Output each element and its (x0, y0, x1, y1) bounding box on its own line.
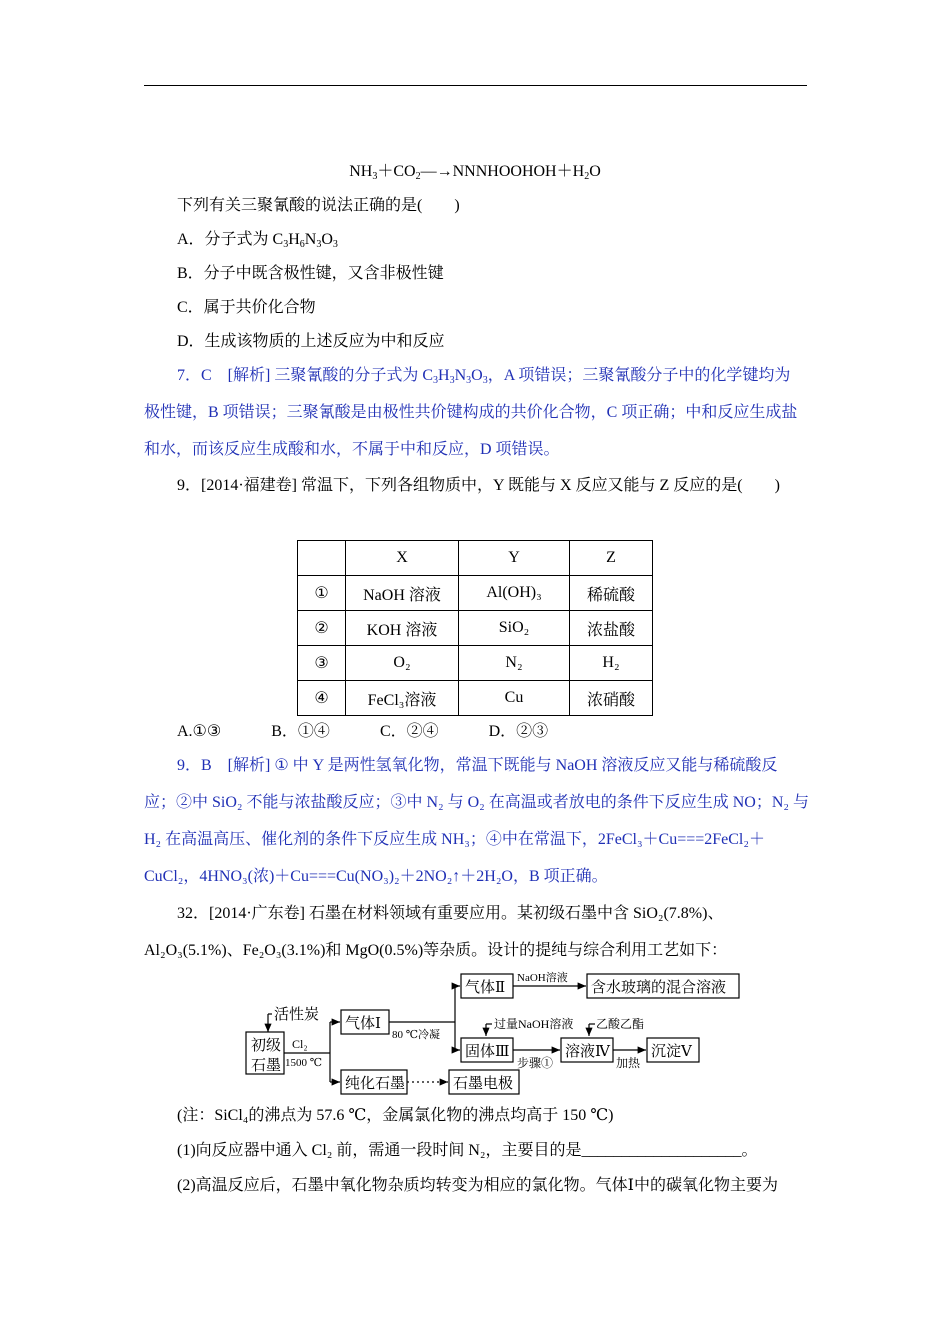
table-cell: 浓硝酸 (570, 681, 653, 716)
table-cell: Al(OH)₃ (459, 576, 570, 611)
solid-3-label: 固体Ⅲ (465, 1044, 510, 1060)
naoh-label: NaOH溶液 (517, 972, 568, 984)
table-row (298, 646, 653, 681)
q8-stem: 下列有关三聚氰酸的说法正确的是( ) (177, 197, 460, 214)
table-cell: ② (298, 611, 346, 646)
ethyl-acetate-label: 乙酸乙酯 (596, 1017, 645, 1031)
table-header-cell: Z (570, 541, 653, 576)
table-cell: ③ (298, 646, 346, 681)
table-cell: 浓盐酸 (570, 611, 653, 646)
q32-line1: 32．[2014·广东卷] 石墨在材料领域有重要应用。某初级石墨中含 SiO₂(7.8%)、 (177, 905, 724, 922)
header-rule (144, 85, 807, 86)
table-row (298, 681, 653, 716)
q8-option-d: D．生成该物质的上述反应为中和反应 (177, 333, 445, 350)
raw-graphite-label-2: 石墨 (251, 1058, 282, 1074)
q9-option: B．①④ (271, 723, 330, 740)
condense-label: 80 ℃冷凝 (392, 1029, 441, 1041)
chlorine-label: Cl₂ (292, 1037, 308, 1051)
pure-graphite-label: 纯化石墨 (345, 1076, 406, 1092)
precipitate-5-label: 沉淀Ⅴ (651, 1044, 692, 1060)
table-row (298, 611, 653, 646)
table-cell: SiO₂ (459, 611, 570, 646)
reaction-equation: $NH_3+CO_2—\to NNNHOOHOH+H_2O$ (349, 163, 601, 182)
q9-options (177, 722, 548, 742)
answer9-line2: 应；②中 SiO₂ 不能与浓盐酸反应；③中 N₂ 与 O₂ 在高温或者放电的条件下反应生成 NO；N₂ 与 (144, 794, 809, 811)
table-cell: 稀硫酸 (570, 576, 653, 611)
table-cell: H₂ (570, 646, 653, 681)
graphite-electrode-label: 石墨电极 (453, 1076, 514, 1092)
table-cell: ④ (298, 681, 346, 716)
q32-part2: (2)高温反应后，石墨中氧化物杂质均转变为相应的氯化物。气体Ⅰ中的碳氧化物主要为 (177, 1177, 778, 1194)
table-cell: O₂ (346, 646, 459, 681)
answer7-line3: 和水，而该反应生成酸和水，不属于中和反应，D 项错误。 (144, 441, 560, 458)
q9-option: D．②③ (488, 723, 549, 740)
q32-part1: (1)向反应器中通入 Cl₂ 前，需通一段时间 N₂，主要目的是____________________。 (177, 1142, 758, 1159)
solution-4-label: 溶液Ⅳ (565, 1044, 610, 1060)
table-cell: ① (298, 576, 346, 611)
q8-option-b: B．分子中既含极性键，又含非极性键 (177, 265, 444, 282)
answer9-line3: H₂ 在高温高压、催化剂的条件下反应生成 NH₃；④中在常温下，2FeCl₃＋Cu===2FeCl₂＋ (144, 831, 765, 848)
q8-option-c: C．属于共价化合物 (177, 299, 316, 316)
active-carbon-label: 活性炭 (274, 1007, 320, 1023)
q9-option: A.①③ (177, 723, 222, 740)
table-cell: KOH 溶液 (346, 611, 459, 646)
answer7-line1: 7．C [解析] 三聚氰酸的分子式为 $C_3H_3N_3O_3$，A 项错误；三聚氰酸分子中的化学键均为 (177, 367, 791, 386)
q32-note: (注：SiCl₄的沸点为 57.6 ℃，金属氯化物的沸点均高于 150 ℃) (177, 1107, 614, 1124)
q9-option: C．②④ (379, 723, 439, 740)
answer9-line4: CuCl₂，4HNO₃(浓)＋Cu===Cu(NO₃)₂＋2NO₂↑＋2H₂O，B 项正确。 (144, 868, 608, 885)
q8-option-a: A．分子式为 $C_3H_6N_3O_3$ (177, 231, 338, 250)
answer9-line1: 9．B [解析] ① 中 Y 是两性氢氧化物，常温下既能与 NaOH 溶液反应又能与稀硫酸反 (177, 757, 778, 774)
table-cell: FeCl₃溶液 (346, 681, 459, 716)
excess-naoh-label: 过量NaOH溶液 (494, 1017, 574, 1031)
table-header-row (298, 541, 653, 576)
q9-stem: 9．[2014·福建卷] 常温下，下列各组物质中，Y 既能与 X 反应又能与 Z 反应的是( ) (177, 477, 780, 494)
gas-1-label: 气体Ⅰ (345, 1016, 381, 1032)
table-cell: Cu (459, 681, 570, 716)
q32-line2: Al₂O₃(5.1%)、Fe₂O₃(3.1%)和 MgO(0.5%)等杂质。设计的提纯与综合利用工艺如下： (144, 942, 728, 959)
table-cell: N₂ (459, 646, 570, 681)
table-header-cell: Y (459, 541, 570, 576)
table-header-cell (298, 541, 346, 576)
step-1-label: 步骤① (517, 1056, 554, 1070)
temperature-label: 1500 ℃ (285, 1057, 323, 1069)
table-cell: NaOH 溶液 (346, 576, 459, 611)
answer7-line2: 极性键，B 项错误；三聚氰酸是由极性共价键构成的共价化合物，C 项正确；中和反应生成盐 (144, 404, 798, 421)
table-header-cell: X (346, 541, 459, 576)
water-glass-label: 含水玻璃的混合溶液 (591, 980, 727, 996)
table-row (298, 576, 653, 611)
heat-label: 加热 (616, 1056, 641, 1070)
gas-2-label: 气体Ⅱ (465, 980, 506, 996)
raw-graphite-label-1: 初级 (251, 1038, 282, 1054)
q9-table (297, 540, 653, 716)
process-flow-diagram (240, 970, 760, 1095)
